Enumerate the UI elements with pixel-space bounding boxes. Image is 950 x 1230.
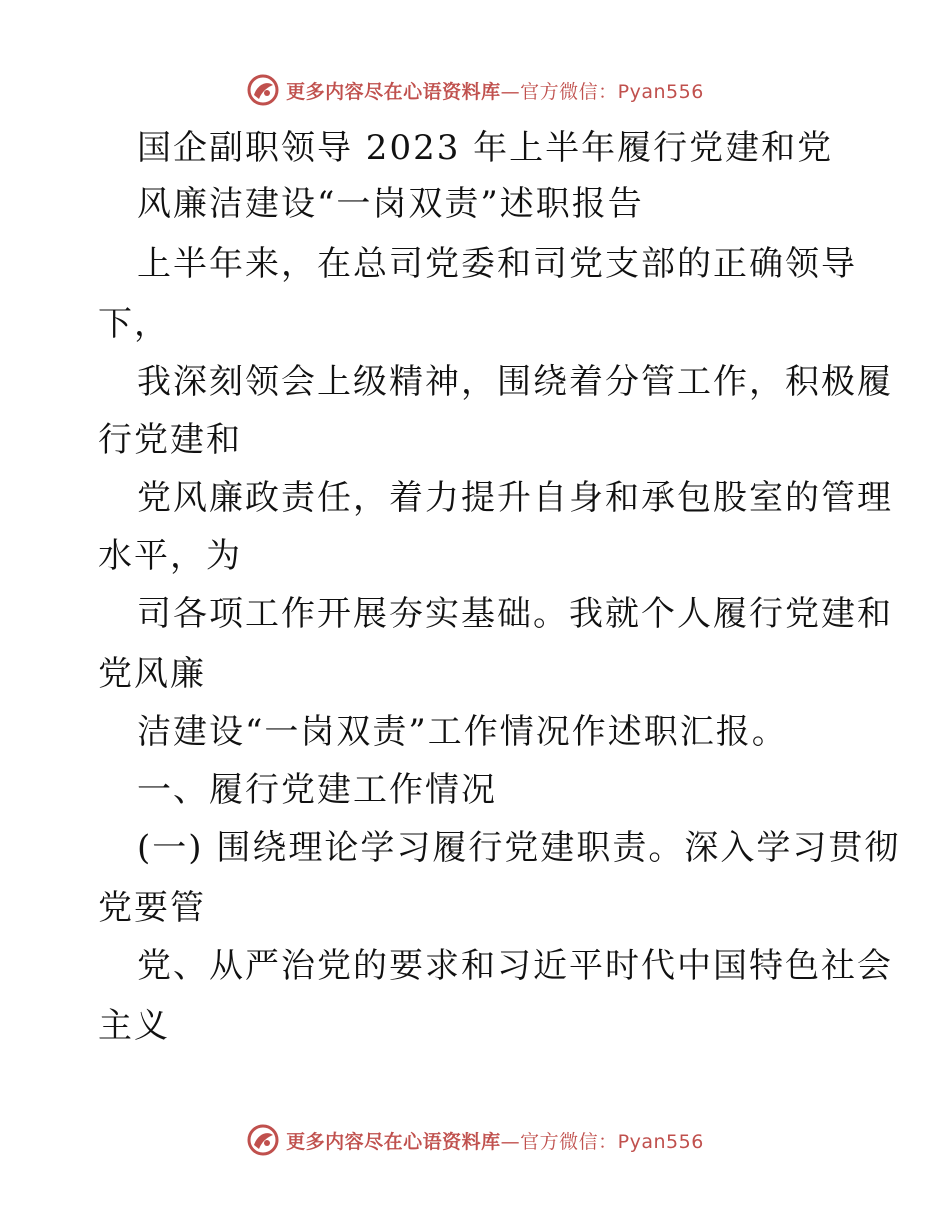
title-line-2: 风廉洁建设“一岗双责”述职报告 [137,184,644,224]
text-line: 司各项工作开展夯实基础。我就个人履行党建和 [137,594,893,634]
text-line: 党要管 [98,888,206,928]
text-line: 行党建和 [98,420,242,460]
text-line: 下， [98,304,170,344]
text-line: 党风廉政责任，着力提升自身和承包股室的管理 [137,478,893,518]
text-line: 党、从严治党的要求和习近平时代中国特色社会 [137,946,893,986]
title-line-1: 国企副职领导 2023 年上半年履行党建和党 [137,128,834,168]
text-line: 党风廉 [98,654,206,694]
subsection-heading: (一) 围绕理论学习履行党建职责。深入学习贯彻 [137,828,901,868]
text-line: 我深刻领会上级精神，围绕着分管工作，积极履 [137,362,893,402]
text-line: 上半年来，在总司党委和司党支部的正确领导 [137,244,857,284]
watermark-text: 更多内容尽在心语资料库—官方微信：Pyan556 [286,80,704,103]
text-line: 洁建设“一岗双责”工作情况作述职汇报。 [137,712,788,752]
section-heading: 一、履行党建工作情况 [137,770,497,810]
footer-watermark [0,1120,950,1160]
text-line: 水平，为 [98,536,242,576]
text-line: 主义 [98,1006,170,1046]
brush-seal-icon [246,1123,280,1157]
watermark-text: 更多内容尽在心语资料库—官方微信：Pyan556 [286,1130,704,1153]
brush-seal-icon [246,73,280,107]
header-watermark [0,70,950,110]
